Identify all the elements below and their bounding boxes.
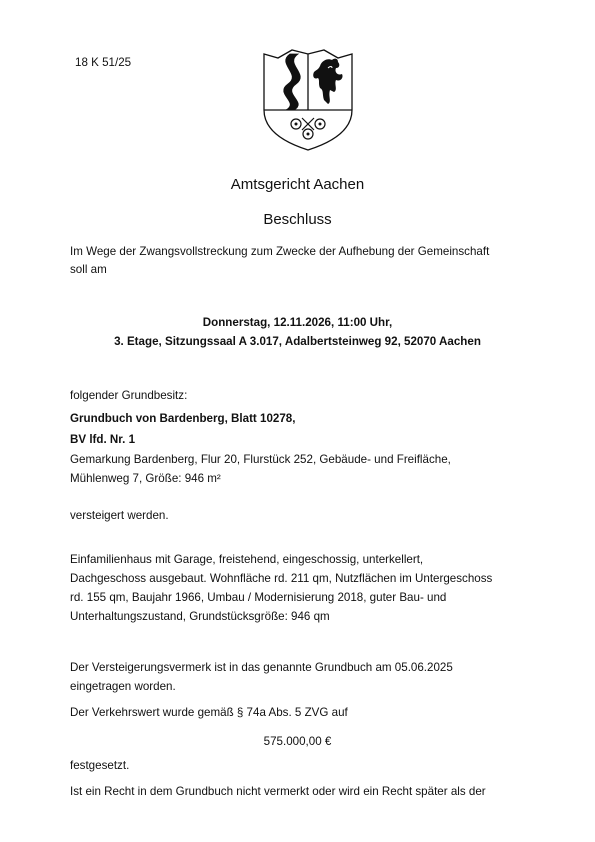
auction-location: 3. Etage, Sitzungssaal A 3.017, Adalbertsteinweg 92, 52070 Aachen: [114, 335, 481, 348]
auction-date: Donnerstag, 12.11.2026, 11:00 Uhr,: [202, 316, 393, 329]
note-line-2: eingetragen worden.: [70, 680, 176, 693]
intro-line-2: soll am: [70, 263, 107, 276]
rights-note-line: Ist ein Recht in dem Grundbuch nicht vermerkt oder wird ein Recht später als der: [70, 785, 486, 798]
description-line-3: rd. 155 qm, Baujahr 1966, Umbau / Modernisierung 2018, guter Bau- und: [70, 591, 447, 604]
nrw-coat-of-arms-icon: [258, 44, 358, 154]
market-value-amount: 575.000,00 €: [263, 735, 332, 748]
document-title: Beschluss: [263, 211, 332, 228]
fixed-statement: festgesetzt.: [70, 759, 130, 772]
property-intro: folgender Grundbesitz:: [70, 389, 188, 402]
parcel-line-1: Gemarkung Bardenberg, Flur 20, Flurstück 252, Gebäude- und Freifläche,: [70, 453, 451, 466]
note-line-1: Der Versteigerungsvermerk ist in das genannte Grundbuch am 05.06.2025: [70, 661, 453, 674]
description-line-2: Dachgeschoss ausgebaut. Wohnfläche rd. 211 qm, Nutzflächen im Untergeschoss: [70, 572, 493, 585]
case-number: 18 K 51/25: [75, 56, 132, 69]
description-line-1: Einfamilienhaus mit Garage, freistehend, eingeschossig, unterkellert,: [70, 553, 424, 566]
bv-number: BV lfd. Nr. 1: [70, 433, 136, 446]
parcel-line-2: Mühlenweg 7, Größe: 946 m²: [70, 472, 221, 485]
market-value-intro: Der Verkehrswert wurde gemäß § 74a Abs. 5 ZVG auf: [70, 706, 348, 719]
land-register: Grundbuch von Bardenberg, Blatt 10278,: [70, 412, 296, 425]
intro-line-1: Im Wege der Zwangsvollstreckung zum Zwecke der Aufhebung der Gemeinschaft: [70, 245, 490, 258]
court-name: Amtsgericht Aachen: [230, 176, 365, 193]
description-line-4: Unterhaltungszustand, Grundstücksgröße: 946 qm: [70, 610, 330, 623]
auction-statement: versteigert werden.: [70, 509, 169, 522]
